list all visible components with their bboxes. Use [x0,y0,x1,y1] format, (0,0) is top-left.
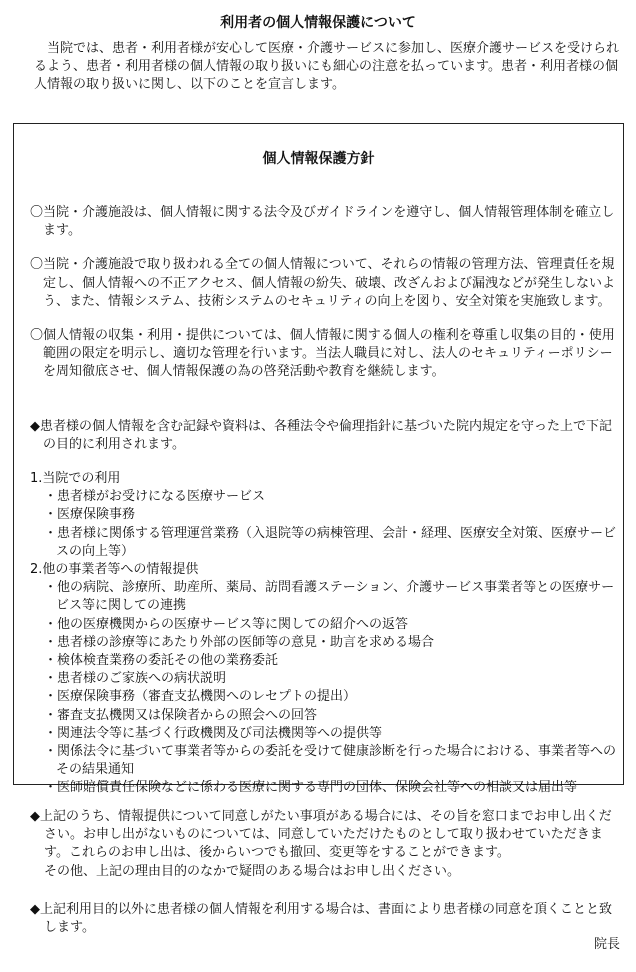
list-item: ・患者様のご家族への病状説明 [44,671,227,687]
list-item: ・他の医療機関からの医療サービス等に関しての紹介への返答 [44,616,409,632]
list-item: ・関連法令等に基づく行政機関及び司法機関等への提供等 [44,725,383,741]
list-item: ・患者様がお受けになる医療サービス [44,489,266,505]
policy-box [13,123,624,796]
policy-paragraph: 〇個人情報の収集・利用・提供については、個人情報に関する個人の権利を尊重し収集の目的・使用範囲の限定を明示し、適切な管理を行います。当法人職員に対し、法人のセキュリティーポリシーを周知徹底させ、個人情報保護の為の啓発活動や教育を継続します。 [30,328,615,380]
list-item: ・検体検査業務の委託その他の業務委託 [44,653,279,669]
section-title: 2.他の事業者等への情報提供 [30,562,199,578]
list-item: ・患者様に関係する管理運営業務（入退院等の病棟管理、会計・経理、医療安全対策、医療サービスの向上等） [44,525,617,559]
provision-list [30,579,622,797]
list-item: ・医師賠償責任保険などに係わる医療に関する専門の団体、保険会社等への相談又は届出等 [44,780,578,796]
section-title: 1.当院での利用 [30,471,121,487]
intro-paragraph: 当院では、患者・利用者様が安心して医療・介護サービスに参加し、医療介護サービスを受けられるよう、患者・利用者様の個人情報の取り扱いにも細心の注意を払っています。患者・利用者様の個人情報の取り扱いに関し、以下のことを宣言します。 [34,41,620,93]
list-item: ・医療保険事務 [44,507,136,523]
notice-paragraph: ◆上記利用目的以外に患者様の個人情報を利用する場合は、書面により患者様の同意を頂くことと致します。 [30,901,612,936]
notice-section [30,808,622,937]
list-item: ・医療保険事務（審査支払機関へのレセプトの提出） [44,689,357,705]
list-item: ・他の病院、診療所、助産所、薬局、訪問看護ステーション、介護サービス事業者等との医療サービス等に関しての連携 [44,580,615,614]
usage-list [30,488,622,561]
usage-intro: ◆患者様の個人情報を含む記録や資料は、各種法令や倫理指針に基づいた院内規定を守った上で下記の目的に利用されます。 [30,418,612,452]
policy-paragraph: 〇当院・介護施設は、個人情報に関する法令及びガイドラインを遵守し、個人情報管理体制を確立します。 [30,205,615,239]
list-item: ・審査支払機関又は保険者からの照会への回答 [44,707,318,723]
page-title: 利用者の個人情報保護について [220,15,416,31]
list-item: ・関係法令に基づいて事業者等からの委託を受けて健康診断を行った場合における、事業者等へのその結果通知 [44,744,617,778]
policy-title: 個人情報保護方針 [262,151,375,167]
policy-content [30,204,622,798]
notice-paragraph: ◆上記のうち、情報提供について同意しがたい事項がある場合には、その旨を窓口までお申し出ください。お申し出がないものについては、同意していただけたものとして取り扱わせていただきます。これらのお申し出は、後からいつでも撤回、変更等をすることができます。 [30,809,612,861]
signature: 院長 [593,937,620,952]
list-item: ・患者様の診療等にあたり外部の医師等の意見・助言を求める場合 [44,634,435,650]
policy-paragraph: 〇当院・介護施設で取り扱われる全ての個人情報について、それらの情報の管理方法、管理責任を規定し、個人情報への不正アクセス、個人情報の紛失、破壊、改ざんおよび漏洩などが発生しないよう、また、情報システム、技術システムのセキュリティの向上を図り、安全対策を実施致します。 [30,257,616,309]
notice-paragraph: その他、上記の理由目的のなかで疑問のある場合はお申し出ください。 [44,863,461,879]
